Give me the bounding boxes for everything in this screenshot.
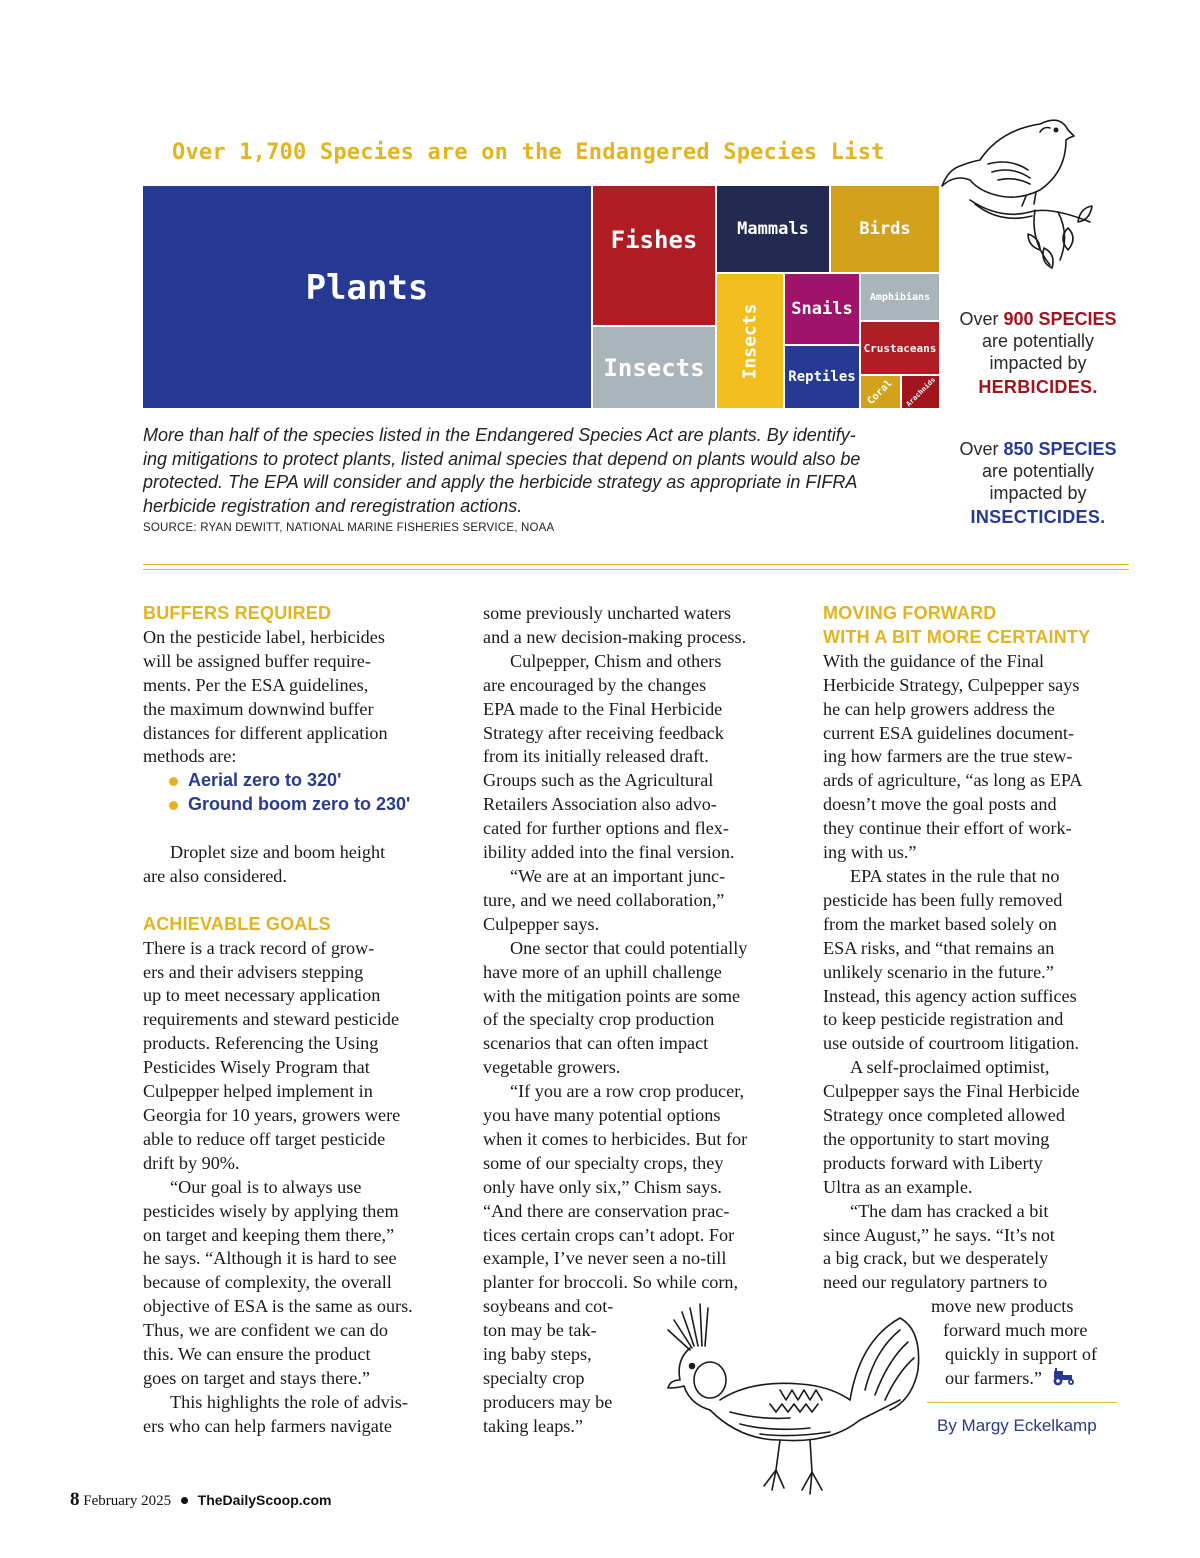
text-line: “Our goal is to always use	[170, 1176, 362, 1197]
text-line: taking leaps.”	[483, 1415, 583, 1436]
text-line: ments. Per the ESA guidelines,	[143, 674, 369, 695]
text-line: need our regulatory partners to	[823, 1272, 1048, 1293]
page-footer	[70, 1489, 331, 1511]
byline-divider	[927, 1402, 1117, 1403]
stat-insecticides	[943, 438, 1133, 528]
page-number: 8	[70, 1489, 80, 1510]
text-line: only have only six,” Chism says.	[483, 1176, 722, 1197]
text-line: ers and their advisers stepping	[143, 961, 364, 982]
text-line: and a new decision-making process.	[483, 626, 747, 647]
tile-label: Snails	[791, 299, 853, 319]
text-line: scenarios that can often impact	[483, 1033, 709, 1054]
stat-line: impacted by	[989, 353, 1087, 373]
text-line: Culpepper helped implement in	[143, 1081, 373, 1102]
tile-label: Fishes	[610, 226, 698, 254]
article-column-1	[143, 602, 463, 1439]
tractor-icon	[1051, 1368, 1077, 1386]
issue-date: February 2025	[83, 1493, 172, 1509]
tile-mammals	[717, 186, 831, 274]
text-line: ing with us.”	[823, 842, 917, 863]
text-line: pesticide has been fully removed	[823, 889, 1063, 910]
text-line: ers who can help farmers navigate	[143, 1415, 392, 1436]
text-line: Thus, we are confident we can do	[143, 1320, 388, 1341]
stat-prefix: Over	[959, 309, 999, 329]
text-line: Retailers Association also advo-	[483, 794, 717, 815]
text-line: planter for broccoli. So while corn,	[483, 1272, 739, 1293]
text-line: when it comes to herbicides. But for	[483, 1128, 748, 1149]
text-line: Culpepper says.	[483, 913, 600, 934]
text-line: to keep pesticide registration and	[823, 1009, 1064, 1030]
text-line: are encouraged by the changes	[483, 674, 707, 695]
text-line: because of complexity, the overall	[143, 1272, 392, 1293]
site-name: TheDailyScoop.com	[197, 1492, 332, 1508]
tile-amphibians	[861, 274, 941, 322]
text-line: a big crack, but we desperately	[823, 1248, 1049, 1269]
subhead-moving-forward: MOVING FORWARD	[823, 603, 997, 623]
text-line: our farmers.”	[945, 1368, 1042, 1388]
paragraph	[823, 1200, 1133, 1296]
paragraph	[483, 602, 803, 650]
byline: By Margy Eckelkamp	[937, 1416, 1097, 1435]
buffer-item-ground: Ground boom zero to 230'	[169, 793, 463, 817]
text-line: up to meet necessary application	[143, 985, 381, 1006]
tile-label: Insects	[739, 303, 761, 379]
buffer-list	[143, 769, 463, 817]
text-line: ibility added into the final version.	[483, 842, 735, 863]
text-line: “And there are conservation prac-	[483, 1200, 730, 1221]
text-line: ing baby steps,	[483, 1344, 592, 1365]
text-line: Herbicide Strategy, Culpepper says	[823, 674, 1080, 695]
stat-prefix: Over	[959, 439, 999, 459]
text-line: he says. “Although it is hard to see	[143, 1248, 397, 1269]
subhead-certainty: WITH A BIT MORE CERTAINTY	[823, 626, 1091, 647]
chart-source: SOURCE: RYAN DEWITT, NATIONAL MARINE FISHERIES SERVICE, NOAA	[143, 522, 555, 534]
tile-birds	[831, 186, 941, 274]
caption-line: herbicide registration and reregistration actions.	[143, 495, 523, 516]
text-line: soybeans and cot-	[483, 1296, 614, 1317]
text-line: There is a track record of grow-	[143, 937, 375, 958]
tile-snails	[785, 274, 861, 346]
text-line: from the market based solely on	[823, 913, 1057, 934]
text-line: vegetable growers.	[483, 1057, 621, 1078]
tile-label: Mammals	[737, 219, 809, 239]
section-divider	[143, 569, 1129, 570]
section-divider	[143, 564, 1129, 565]
paragraph	[823, 650, 1133, 865]
tile-label: Crustaceans	[863, 341, 937, 355]
text-line: will be assigned buffer require-	[143, 650, 371, 671]
paragraph	[143, 841, 463, 889]
text-line: the maximum downwind buffer	[143, 698, 374, 719]
tile-arachnids	[902, 376, 941, 410]
subhead-goals: ACHIEVABLE GOALS	[143, 913, 331, 934]
text-line: On the pesticide label, herbicides	[143, 626, 385, 647]
subhead-buffers: BUFFERS REQUIRED	[143, 603, 332, 623]
text-line: they continue their effort of work-	[823, 818, 1072, 839]
stat-line: impacted by	[989, 483, 1087, 503]
text-line: Culpepper, Chism and others	[510, 650, 722, 671]
text-line: “We are at an important junc-	[510, 865, 726, 886]
chart-caption	[143, 424, 933, 518]
paragraph	[823, 865, 1133, 1056]
text-line: on target and keeping them there,”	[143, 1224, 395, 1245]
text-line: this. We can ensure the product	[143, 1344, 371, 1365]
text-line: with the mitigation points are some	[483, 985, 741, 1006]
caption-line: protected. The EPA will consider and apply the herbicide strategy as appropriate in FIFRA	[143, 472, 858, 492]
prairie-chicken-illustration	[660, 1300, 930, 1500]
text-line: you have many potential options	[483, 1105, 721, 1126]
text-line: Ultra as an example.	[823, 1176, 973, 1197]
text-line: A self-proclaimed optimist,	[850, 1057, 1050, 1078]
tile-label: Reptiles	[788, 369, 856, 385]
text-line: unlikely scenario in the future.”	[823, 961, 1054, 982]
text-line: he can help growers address the	[823, 698, 1055, 719]
text-line: cated for further options and flex-	[483, 818, 729, 839]
tile-insects-gray	[593, 327, 717, 410]
tile-coral	[861, 376, 902, 410]
tile-label: Birds	[859, 219, 911, 239]
tile-insects-yellow	[717, 274, 785, 410]
text-line: This highlights the role of advis-	[170, 1391, 408, 1412]
text-line: “The dam has cracked a bit	[850, 1200, 1049, 1221]
text-line: some previously uncharted waters	[483, 603, 731, 623]
text-line: EPA states in the rule that no	[850, 865, 1060, 886]
text-line: Strategy once completed allowed	[823, 1105, 1065, 1126]
text-line: ards of agriculture, “as long as EPA	[823, 770, 1083, 791]
tile-fishes	[593, 186, 717, 327]
text-line: have more of an uphill challenge	[483, 961, 722, 982]
text-line: producers may be	[483, 1391, 613, 1412]
text-line: current ESA guidelines document-	[823, 722, 1075, 743]
article-column-3	[823, 602, 1133, 1391]
tile-label: Arachnids	[904, 376, 937, 409]
stat-herbicides	[943, 308, 1133, 398]
stat-line: are potentially	[981, 331, 1095, 351]
text-line: Droplet size and boom height	[170, 842, 386, 863]
tile-plants	[143, 186, 593, 410]
text-line: distances for different application	[143, 722, 388, 743]
species-treemap	[143, 186, 941, 410]
stat-agent: INSECTICIDES.	[970, 507, 1106, 527]
text-line: some of our specialty crops, they	[483, 1152, 724, 1173]
text-line: the opportunity to start moving	[823, 1128, 1050, 1149]
text-line: use outside of courtroom litigation.	[823, 1033, 1080, 1054]
buffer-item-aerial: Aerial zero to 320'	[169, 769, 463, 793]
text-line: doesn’t move the goal posts and	[823, 794, 1057, 815]
text-line: able to reduce off target pesticide	[143, 1128, 386, 1149]
stat-line: are potentially	[981, 461, 1095, 481]
text-line: With the guidance of the Final	[823, 650, 1044, 671]
paragraph	[483, 937, 803, 1080]
text-line: products forward with Liberty	[823, 1152, 1043, 1173]
text-line: pesticides wisely by applying them	[143, 1200, 399, 1221]
text-line: forward much more	[943, 1320, 1088, 1341]
text-line: from its initially released draft.	[483, 746, 709, 767]
tile-label: Plants	[305, 268, 429, 308]
bird-illustration	[940, 100, 1100, 280]
text-line: EPA made to the Final Herbicide	[483, 698, 723, 719]
paragraph	[143, 1391, 463, 1439]
text-line: drift by 90%.	[143, 1152, 240, 1173]
paragraph	[143, 1176, 463, 1391]
paragraph	[483, 650, 803, 865]
stat-agent: HERBICIDES.	[978, 377, 1098, 397]
stat-number: 850 SPECIES	[1003, 439, 1117, 459]
text-line: Instead, this agency action suffices	[823, 985, 1077, 1006]
paragraph	[143, 626, 463, 769]
tile-label: Coral	[865, 377, 896, 407]
text-line: Groups such as the Agricultural	[483, 770, 714, 791]
text-line: example, I’ve never seen a no-till	[483, 1248, 727, 1269]
text-line: Pesticides Wisely Program that	[143, 1057, 370, 1078]
text-line: Georgia for 10 years, growers were	[143, 1105, 401, 1125]
caption-line: More than half of the species listed in the Endangered Species Act are plants. By identify-	[143, 425, 856, 445]
text-line: objective of ESA is the same as ours.	[143, 1296, 413, 1317]
text-line: “If you are a row crop producer,	[510, 1081, 745, 1102]
tile-label: Insects	[603, 353, 705, 382]
text-line: quickly in support of	[945, 1344, 1098, 1365]
text-line: tices certain crops can’t adopt. For	[483, 1224, 735, 1245]
paragraph	[143, 937, 463, 1176]
text-line: move new products	[931, 1296, 1074, 1317]
text-line: ing how farmers are the true stew-	[823, 746, 1073, 767]
caption-line: ing mitigations to protect plants, listed animal species that depend on plants would also be	[143, 448, 861, 469]
stat-number: 900 SPECIES	[1003, 309, 1117, 329]
text-line: Culpepper says the Final Herbicide	[823, 1081, 1080, 1102]
text-line: of the specialty crop production	[483, 1009, 715, 1030]
text-line: methods are:	[143, 746, 237, 767]
text-line: are also considered.	[143, 865, 287, 886]
text-line: products. Referencing the Using	[143, 1033, 379, 1054]
text-line: ture, and we need collaboration,”	[483, 889, 725, 910]
chart-title: Over 1,700 Species are on the Endangered Species List	[172, 140, 885, 165]
text-line: requirements and steward pesticide	[143, 1009, 400, 1030]
text-line: Strategy after receiving feedback	[483, 722, 724, 743]
paragraph	[483, 865, 803, 937]
tile-label: Amphibians	[869, 291, 931, 303]
tile-reptiles	[785, 346, 861, 410]
text-line: ton may be tak-	[483, 1320, 597, 1341]
tile-crustaceans	[861, 322, 941, 376]
separator-dot	[181, 1497, 188, 1504]
text-line: goes on target and stays there.”	[143, 1367, 370, 1388]
text-line: specialty crop	[483, 1368, 585, 1388]
text-line: since August,” he says. “It’s not	[823, 1224, 1055, 1245]
paragraph	[823, 1056, 1133, 1199]
text-line: One sector that could potentially	[510, 937, 748, 958]
text-line: ESA risks, and “that remains an	[823, 937, 1055, 958]
